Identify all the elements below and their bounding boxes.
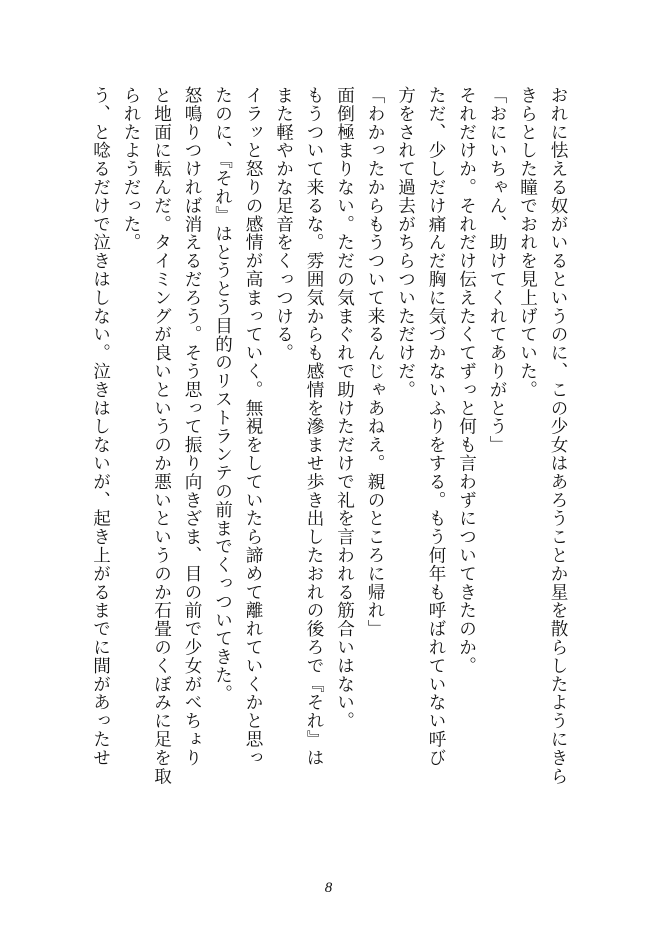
text-line: られたようだった。 bbox=[121, 86, 141, 252]
text-line: 「おにいちゃん、助けてくれてありがとう」 bbox=[487, 86, 507, 454]
text-line: また軽やかな足音をくっつける。 bbox=[273, 86, 294, 362]
text-line: 方をされて過去がちらついただけだ。 bbox=[395, 86, 416, 399]
text-line: それだけか。それだけ伝えたくてずっと何も言わずについてきたのか。 bbox=[456, 86, 477, 675]
text-line: もうついて来るな。雰囲気からも感情を滲ませ歩き出したおれの後ろで『それ』は bbox=[304, 86, 324, 767]
text-line: 「わかったからもうついて来るんじゃあねえ。親のところに帰れ」 bbox=[365, 86, 385, 638]
page-number: 8 bbox=[324, 880, 333, 896]
text-line: きらとした瞳でおれを見上げていた。 bbox=[517, 86, 538, 399]
text-line: 怒鳴りつければ消えるだろう。そう思って振り向きざま、目の前で少女がべちょり bbox=[182, 86, 202, 767]
text-line: たのに、『それ』はとうとう目的のリストランテの前までくっついてきた。 bbox=[212, 86, 233, 703]
text-line: と地面に転んだ。タイミングが良いというのか悪いというのか石畳のくぼみに足を取 bbox=[151, 86, 172, 786]
text-line: おれに怯える奴がいるというのに、この少女はあろうことか星を散らしたようにきら bbox=[548, 86, 568, 786]
text-line: ただ、少しだけ痛んだ胸に気づかないふりをする。もう何年も呼ばれていない呼び bbox=[426, 86, 446, 767]
text-line: 面倒極まりない。ただの気まぐれで助けただけで礼を言われる筋合いはない。 bbox=[334, 86, 355, 730]
vertical-body-text bbox=[73, 86, 573, 856]
text-line: う、と唸るだけで泣きはしない。泣きはしないが、起き上がるまでに間があったせ bbox=[90, 86, 111, 767]
text-line: イラッと怒りの感情が高まっていく。無視をしていたら諦めて離れていくかと思っ bbox=[243, 86, 263, 767]
